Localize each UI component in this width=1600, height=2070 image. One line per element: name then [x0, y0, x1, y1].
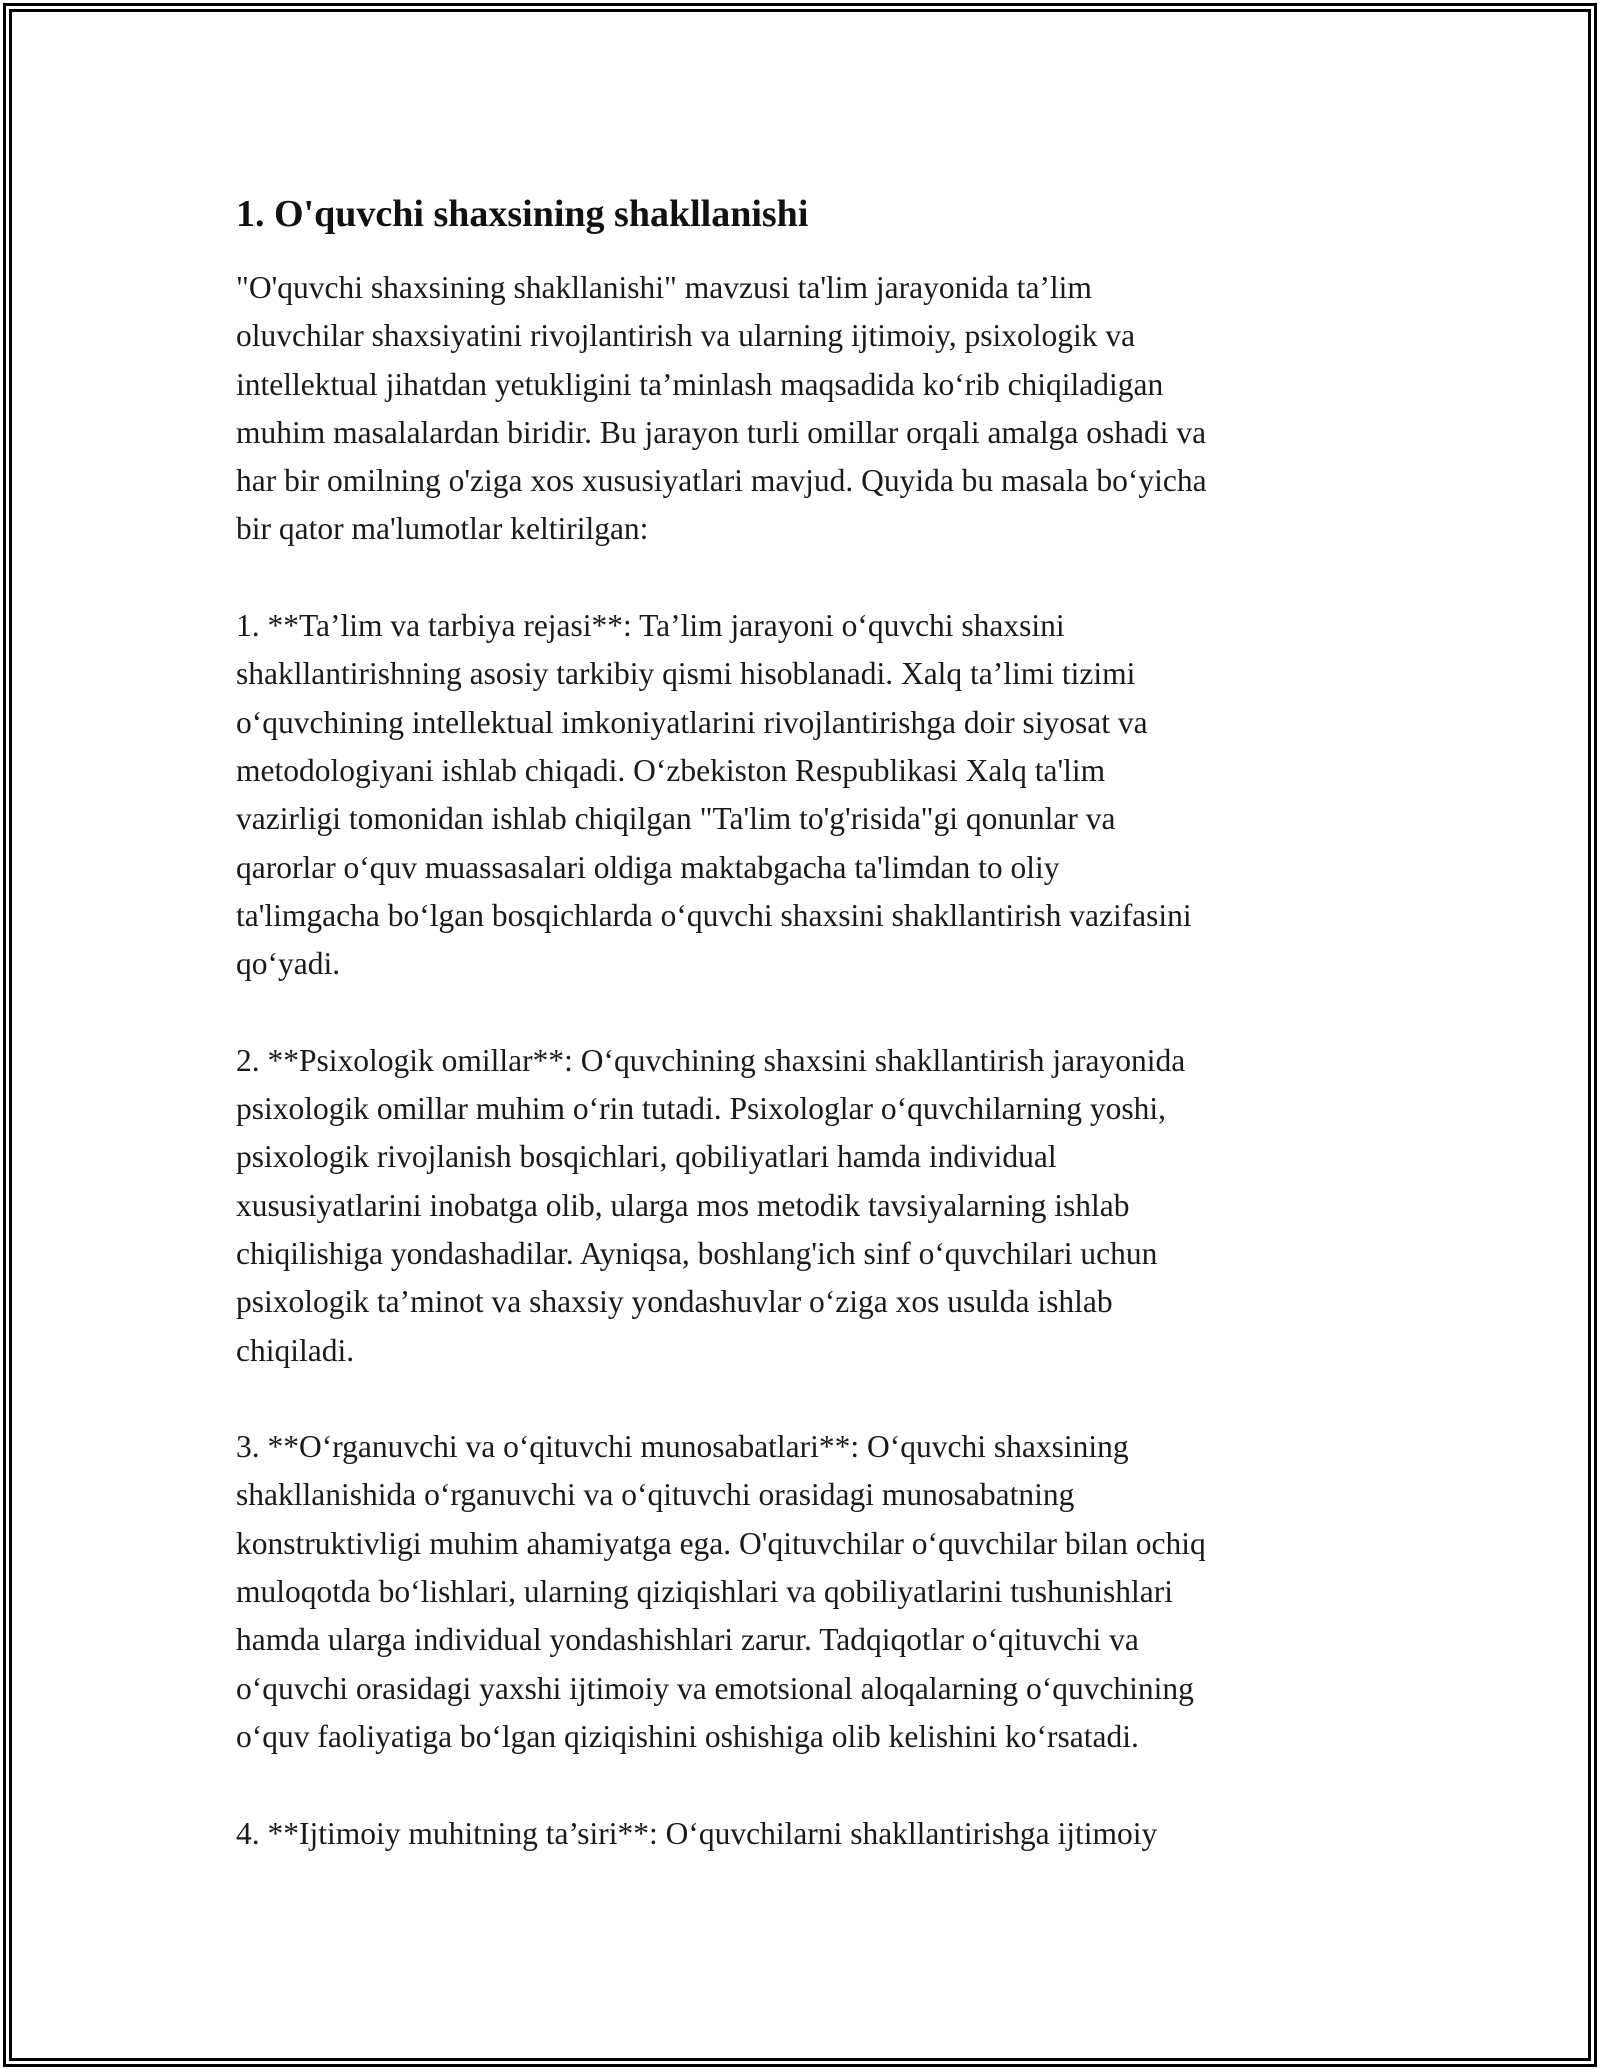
text-line: ta'limgacha boʻlgan bosqichlarda oʻquvchi shaxsini shakllantirish vazifasini [236, 897, 1192, 933]
list-item-paragraph-3 [236, 1423, 1396, 1761]
text-line: oluvchilar shaxsiyatini rivojlantirish va ularning ijtimoiy, psixologik va [236, 318, 1136, 354]
text-line: har bir omilning o'ziga xos xususiyatlari mavjud. Quyida bu masala boʻyicha [236, 463, 1207, 499]
text-line: muhim masalalardan biridir. Bu jarayon turli omillar orqali amalga oshadi va [236, 414, 1207, 450]
text-line: oʻquvchi orasidagi yaxshi ijtimoiy va emotsional aloqalarning oʻquvchining [236, 1670, 1194, 1706]
text-line: 2. **Psixologik omillar**: Oʻquvchining shaxsini shakllantirish jarayonida [236, 1042, 1186, 1078]
text-line: 4. **Ijtimoiy muhitning ta’siri**: Oʻquvchilarni shakllantirishga ijtimoiy [236, 1815, 1158, 1851]
text-line: "O'quvchi shaxsining shakllanishi" mavzusi ta'lim jarayonida ta’lim [236, 270, 1092, 305]
list-item-paragraph-4 [236, 1810, 1396, 1858]
text-line: 3. **Oʻrganuvchi va oʻqituvchi munosabatlari**: Oʻquvchi shaxsining [236, 1429, 1129, 1465]
text-line: vazirligi tomonidan ishlab chiqilgan "Ta'lim to'g'risida"gi qonunlar va [236, 801, 1116, 837]
text-line: shakllanishida oʻrganuvchi va oʻqituvchi orasidagi munosabatning [236, 1477, 1075, 1513]
text-line: shakllantirishning asosiy tarkibiy qismi hisoblanadi. Xalq ta’limi tizimi [236, 656, 1136, 692]
text-line: oʻquv faoliyatiga boʻlgan qiziqishini oshishiga olib kelishini koʻrsatadi. [236, 1718, 1139, 1754]
text-line: chiqilishiga yondashadilar. Ayniqsa, boshlang'ich sinf oʻquvchilari uchun [236, 1235, 1158, 1271]
text-line: intellektual jihatdan yetukligini ta’minlash maqsadida koʻrib chiqiladigan [236, 366, 1164, 402]
text-line: psixologik omillar muhim oʻrin tutadi. Psixologlar oʻquvchilarning yoshi, [236, 1091, 1167, 1127]
text-line: psixologik rivojlanish bosqichlari, qobiliyatlari hamda individual [236, 1139, 1057, 1175]
text-line: konstruktivligi muhim ahamiyatga ega. O'qituvchilar oʻquvchilar bilan ochiq [236, 1525, 1206, 1561]
text-line: bir qator ma'lumotlar keltirilgan: [236, 511, 649, 547]
text-line: chiqiladi. [236, 1332, 355, 1368]
text-line: psixologik ta’minot va shaxsiy yondashuvlar oʻziga xos usulda ishlab [236, 1284, 1113, 1320]
document-body [236, 186, 1396, 1906]
text-line: oʻquvchining intellektual imkoniyatlarini rivojlantirishga doir siyosat va [236, 704, 1148, 740]
text-line: metodologiyani ishlab chiqadi. Oʻzbekiston Respublikasi Xalq ta'lim [236, 752, 1106, 788]
document-title: 1. O'quvchi shaxsining shakllanishi [236, 193, 809, 235]
text-line: 1. **Ta’lim va tarbiya rejasi**: Ta’lim jarayoni oʻquvchi shaxsini [236, 608, 1065, 644]
intro-paragraph [236, 264, 1396, 554]
list-item-paragraph-2 [236, 1037, 1396, 1375]
text-line: qoʻyadi. [236, 946, 341, 982]
text-line: qarorlar oʻquv muassasalari oldiga maktabgacha ta'limdan to oliy [236, 849, 1060, 885]
list-item-paragraph-1 [236, 602, 1396, 988]
text-line: xususiyatlarini inobatga olib, ularga mos metodik tavsiyalarning ishlab [236, 1187, 1130, 1223]
text-line: hamda ularga individual yondashishlari zarur. Tadqiqotlar oʻqituvchi va [236, 1622, 1139, 1658]
text-line: muloqotda boʻlishlari, ularning qiziqishlari va qobiliyatlarini tushunishlari [236, 1574, 1173, 1610]
